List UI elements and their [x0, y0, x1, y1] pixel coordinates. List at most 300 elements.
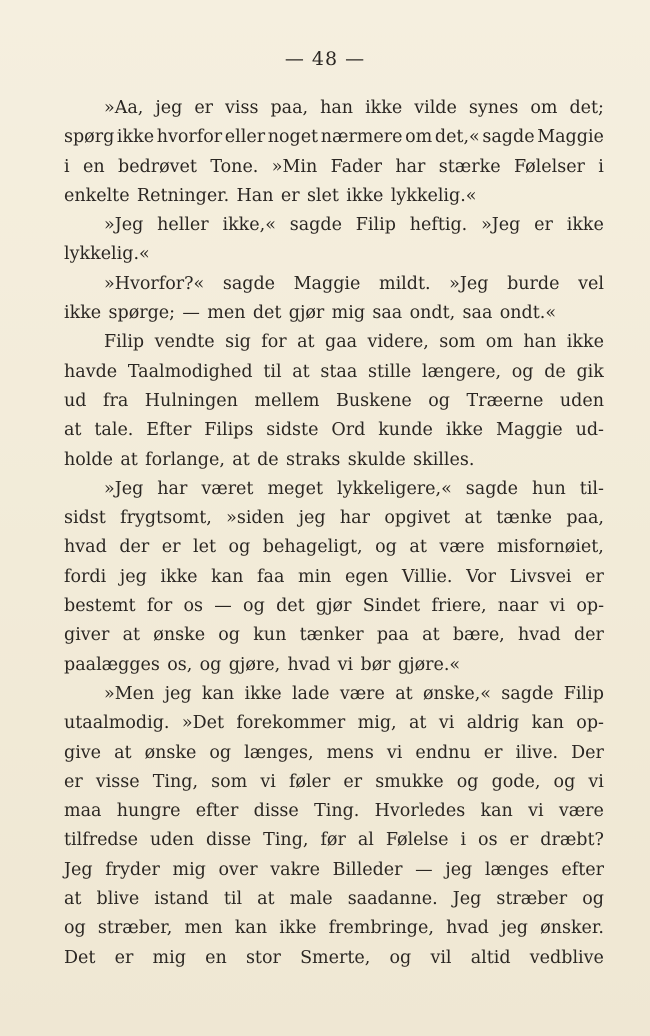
text-line	[64, 739, 604, 768]
word: friere,	[431, 596, 487, 617]
word: det;	[569, 98, 604, 118]
word: paalægges	[64, 654, 160, 675]
word: paa	[376, 625, 409, 646]
word: været	[201, 478, 254, 499]
word: Billeder	[332, 859, 403, 880]
word: vi	[438, 713, 455, 734]
word: vi	[588, 771, 604, 792]
word: »Min	[271, 156, 318, 177]
word: en	[205, 947, 227, 968]
word: længes	[484, 859, 549, 880]
word: »Jeg	[449, 273, 489, 294]
word: og	[243, 596, 265, 617]
word: og	[228, 537, 251, 558]
text-line	[64, 680, 604, 709]
word: er	[64, 771, 83, 792]
word: skilles.	[413, 449, 475, 470]
word: fryder	[105, 859, 160, 880]
word: ikke	[160, 566, 198, 587]
word: maa	[64, 801, 102, 822]
word: naar	[497, 596, 539, 617]
word: stærke	[438, 156, 501, 177]
word: og	[375, 537, 397, 558]
word: er	[509, 830, 529, 851]
word: Buskene	[336, 390, 412, 411]
word: som	[211, 771, 248, 792]
word: lykkeligere,«	[337, 478, 452, 499]
word: Følelser	[513, 156, 585, 177]
text-line	[64, 358, 604, 387]
text-line	[64, 153, 604, 182]
word: være	[339, 683, 385, 704]
word: det	[252, 303, 282, 324]
word: vi	[386, 742, 403, 763]
text-line	[64, 299, 604, 328]
word: Filips	[204, 420, 254, 441]
word: fra	[103, 390, 129, 411]
word: sig	[225, 332, 251, 353]
word: spørg	[64, 127, 115, 148]
word: op-	[576, 713, 604, 734]
word: stræber	[496, 889, 568, 910]
word: ilive.	[515, 742, 559, 763]
word: ud-	[575, 420, 604, 441]
word: efter	[195, 801, 239, 822]
text-line	[64, 709, 604, 738]
word: at	[395, 683, 413, 704]
text-line	[64, 416, 604, 445]
word: smukke	[375, 771, 444, 792]
word: altid	[470, 947, 511, 968]
word: fordi	[64, 566, 107, 587]
word: Livsvei	[509, 566, 572, 587]
word: at	[64, 889, 82, 910]
word: ikke,«	[222, 215, 276, 236]
word: Ting.	[314, 801, 360, 822]
page-number: — 48 —	[284, 48, 366, 70]
word: »Jeg	[481, 215, 521, 236]
word: —	[415, 859, 433, 880]
word: at	[292, 361, 310, 382]
text-line	[64, 563, 604, 592]
word: spørge;	[108, 303, 176, 324]
word: at	[232, 449, 250, 470]
word: jeg	[164, 683, 192, 704]
word: gode,	[491, 771, 541, 792]
word: kan	[201, 683, 235, 704]
text-line	[64, 504, 604, 533]
word: Ting,	[263, 830, 309, 851]
body-text	[64, 94, 604, 973]
word: i	[598, 156, 604, 177]
word: »siden	[226, 508, 285, 529]
word: kan	[480, 801, 513, 822]
word: Filip	[563, 683, 604, 704]
word: mig	[152, 947, 186, 968]
word: heller	[157, 215, 209, 236]
word: ikke	[445, 420, 484, 441]
word: behageligt,	[262, 537, 363, 558]
word: ønske,«	[422, 683, 491, 704]
word: saa	[372, 303, 403, 324]
word: Maggie	[293, 273, 361, 294]
word: kan	[531, 713, 564, 734]
word: synes	[468, 98, 519, 118]
word: han	[523, 332, 557, 353]
word: frygtsomt,	[120, 508, 212, 529]
word: gjøre.«	[397, 654, 461, 675]
word: at	[297, 332, 315, 353]
word: vedblive	[529, 947, 604, 968]
word: og	[209, 742, 232, 763]
word: hvad	[517, 625, 561, 646]
word: om	[485, 332, 513, 353]
word: at	[114, 742, 132, 763]
word: der	[573, 625, 604, 646]
text-line	[64, 328, 604, 357]
word: Der	[571, 742, 604, 763]
word: mig,	[357, 713, 397, 734]
word: og	[218, 625, 240, 646]
word: de	[544, 361, 566, 382]
word: gjør	[315, 596, 352, 617]
word: staa	[320, 361, 358, 382]
word: ondt.«	[499, 303, 557, 324]
word: stræber,	[97, 918, 173, 939]
word: aldrig	[466, 713, 520, 734]
word: om	[530, 98, 558, 118]
text-line	[64, 797, 604, 826]
word: gjøre,	[228, 654, 281, 675]
text-line	[64, 94, 604, 123]
word: nærmere	[320, 127, 403, 148]
word: Efter	[146, 420, 192, 441]
word: har	[395, 156, 426, 177]
word: frembringe,	[328, 918, 434, 939]
word: Han	[236, 185, 274, 206]
word: gaa	[325, 332, 358, 353]
word: og	[428, 390, 451, 411]
word: slet	[306, 185, 339, 206]
word: og	[511, 361, 534, 382]
word: og	[456, 771, 479, 792]
word: mens	[326, 742, 374, 763]
word: er	[194, 98, 214, 118]
word: ikke	[116, 127, 155, 148]
word: dræbt?	[540, 830, 604, 851]
word: Ting,	[152, 771, 199, 792]
word: sagde	[465, 478, 518, 499]
word: at	[122, 625, 141, 646]
word: han	[320, 98, 354, 118]
text-line	[64, 123, 604, 152]
word: endnu	[415, 742, 471, 763]
word: om	[405, 127, 433, 148]
word: heftig.	[409, 215, 468, 236]
word: og	[553, 771, 576, 792]
word: al	[357, 830, 374, 851]
word: egen	[345, 566, 389, 587]
word: er	[483, 742, 503, 763]
word: være	[439, 537, 485, 558]
word: det	[276, 596, 305, 617]
text-line	[64, 621, 604, 650]
word: kun	[253, 625, 287, 646]
word: længere,	[421, 361, 502, 382]
word: ondt,	[409, 303, 456, 324]
word: saadanne.	[347, 889, 438, 910]
word: sagde	[482, 127, 535, 148]
word: over	[218, 859, 258, 880]
word: ikke	[566, 332, 604, 353]
word: hvad	[446, 918, 489, 939]
word: ikke	[346, 185, 384, 206]
word: tænker	[299, 625, 364, 646]
word: til-	[579, 478, 604, 499]
word: jeg	[445, 859, 473, 880]
word: give	[64, 742, 102, 763]
word: Vor	[466, 566, 496, 587]
word: saa	[462, 303, 493, 324]
word: at	[120, 449, 138, 470]
word: havde	[64, 361, 118, 382]
word: ud	[64, 390, 87, 411]
word: os	[478, 830, 498, 851]
word: tilfredse	[64, 830, 138, 851]
word: ønsker.	[540, 918, 604, 939]
text-line	[64, 270, 604, 299]
word: som	[439, 332, 476, 353]
word: os	[183, 596, 204, 617]
word: Maggie	[537, 127, 604, 148]
word: Træerne	[466, 390, 544, 411]
word: og	[199, 654, 222, 675]
word: for	[146, 596, 173, 617]
word: ikke	[244, 683, 282, 704]
word: jeg	[298, 508, 326, 529]
word: skulde	[347, 449, 406, 470]
word: sagde	[222, 273, 276, 294]
word: lykkelig.«	[390, 185, 477, 206]
word: kan	[234, 918, 268, 939]
word: opgivet	[384, 508, 451, 529]
word: der	[119, 537, 150, 558]
word: en	[82, 156, 105, 177]
word: istand	[154, 889, 209, 910]
word: jeg	[119, 566, 147, 587]
word: hvad	[64, 537, 107, 558]
word: kan	[211, 566, 244, 587]
word: vakre	[270, 859, 320, 880]
word: »Hvorfor?«	[104, 273, 205, 294]
word: for	[261, 332, 287, 353]
word: Tone.	[210, 156, 259, 177]
word: »Aa,	[104, 98, 144, 118]
word: at	[257, 889, 275, 910]
word: føler	[288, 771, 331, 792]
word: uden	[149, 830, 195, 851]
word: er	[585, 566, 604, 587]
word: kunde	[378, 420, 433, 441]
text-line	[64, 826, 604, 855]
word: mildt.	[378, 273, 431, 294]
word: vel	[578, 273, 604, 294]
word: har	[339, 508, 370, 529]
word: stille	[368, 361, 412, 382]
word: lykkelig.«	[64, 244, 150, 265]
word: tale.	[94, 420, 134, 441]
text-line	[64, 885, 604, 914]
word: de	[257, 449, 279, 470]
word: jeg	[155, 98, 183, 118]
text-line	[64, 240, 604, 269]
word: er	[534, 215, 553, 236]
word: paa,	[566, 508, 604, 529]
word: og	[389, 947, 412, 968]
word: hvorfor	[156, 127, 223, 148]
word: men	[207, 303, 246, 324]
word: sidst	[64, 508, 106, 529]
word: mig	[172, 859, 206, 880]
text-line	[64, 387, 604, 416]
word: ikke	[279, 918, 317, 939]
word: efter	[561, 859, 604, 880]
word: Maggie	[495, 420, 563, 441]
word: Det	[64, 947, 96, 968]
text-line	[64, 651, 604, 680]
word: ønske	[153, 625, 206, 646]
word: er	[343, 771, 363, 792]
word: faa	[257, 566, 285, 587]
text-line	[64, 446, 604, 475]
word: men	[184, 918, 223, 939]
word: i	[460, 830, 467, 851]
word: er	[161, 537, 181, 558]
word: visse	[95, 771, 140, 792]
word: og	[64, 918, 86, 939]
word: uden	[559, 390, 604, 411]
word: eller	[224, 127, 266, 148]
word: før	[320, 830, 346, 851]
text-line	[64, 475, 604, 504]
word: Ord	[331, 420, 366, 441]
word: længes,	[244, 742, 314, 763]
text-line	[64, 768, 604, 797]
word: noget	[267, 127, 319, 148]
word: disse	[206, 830, 252, 851]
word: sidste	[266, 420, 319, 441]
word: tænke	[496, 508, 552, 529]
word: at	[422, 625, 440, 646]
word: giver	[64, 625, 110, 646]
word: straks	[286, 449, 341, 470]
word: Hulningen	[144, 390, 238, 411]
word: Smerte,	[300, 947, 371, 968]
word: blive	[96, 889, 140, 910]
word: utaalmodig.	[64, 713, 170, 734]
word: male	[289, 889, 333, 910]
word: »Jeg	[104, 215, 144, 236]
text-line	[64, 211, 604, 240]
word: sagde	[501, 683, 554, 704]
word: Retninger.	[136, 185, 230, 206]
word: vilde	[414, 98, 457, 118]
text-line	[64, 182, 604, 211]
text-line	[64, 592, 604, 621]
word: —	[214, 596, 232, 617]
word: os,	[167, 654, 193, 675]
word: let	[193, 537, 217, 558]
word: mellem	[254, 390, 320, 411]
word: videre,	[367, 332, 429, 353]
word: holde	[64, 449, 113, 470]
word: Hvorledes	[374, 801, 466, 822]
word: stor	[245, 947, 281, 968]
word: lade	[291, 683, 330, 704]
word: sagde	[289, 215, 342, 236]
word: ikke	[566, 215, 604, 236]
word: at	[64, 420, 82, 441]
word: disse	[253, 801, 299, 822]
word: til	[263, 361, 282, 382]
text-line	[64, 533, 604, 562]
word: bestemt	[64, 596, 136, 617]
word: bære,	[452, 625, 505, 646]
word: er	[280, 185, 300, 206]
word: Filip	[104, 332, 145, 353]
word: enkelte	[64, 185, 130, 206]
word: ikke	[365, 98, 403, 118]
text-line	[64, 944, 604, 973]
word: vil	[430, 947, 452, 968]
word: vi	[528, 801, 544, 822]
word: viss	[225, 98, 259, 118]
word: Sindet	[362, 596, 421, 617]
word: at	[409, 537, 427, 558]
word: »Jeg	[104, 478, 144, 499]
word: vendte	[154, 332, 215, 353]
word: Følelse	[385, 830, 449, 851]
word: til	[223, 889, 243, 910]
word: Fader	[330, 156, 382, 177]
word: Taalmodighed	[127, 361, 253, 382]
word: misfornøiet,	[496, 537, 604, 558]
word: paa,	[270, 98, 309, 118]
word: Villie.	[401, 566, 453, 587]
word: burde	[507, 273, 560, 294]
word: min	[297, 566, 332, 587]
word: ønske	[144, 742, 197, 763]
word: at	[464, 508, 482, 529]
word: Jeg	[64, 859, 93, 880]
text-line	[64, 856, 604, 885]
word: forlange,	[145, 449, 225, 470]
word: Filip	[355, 215, 396, 236]
word: er	[114, 947, 134, 968]
word: det,«	[434, 127, 480, 148]
word: forekommer	[236, 713, 346, 734]
word: har	[157, 478, 188, 499]
word: vi	[337, 654, 354, 675]
word: hun	[531, 478, 566, 499]
word: vi	[260, 771, 276, 792]
word: meget	[267, 478, 323, 499]
word: »Men	[104, 683, 155, 704]
word: bør	[360, 654, 391, 675]
word: vi	[549, 596, 566, 617]
word: jeg	[501, 918, 529, 939]
word: at	[409, 713, 427, 734]
